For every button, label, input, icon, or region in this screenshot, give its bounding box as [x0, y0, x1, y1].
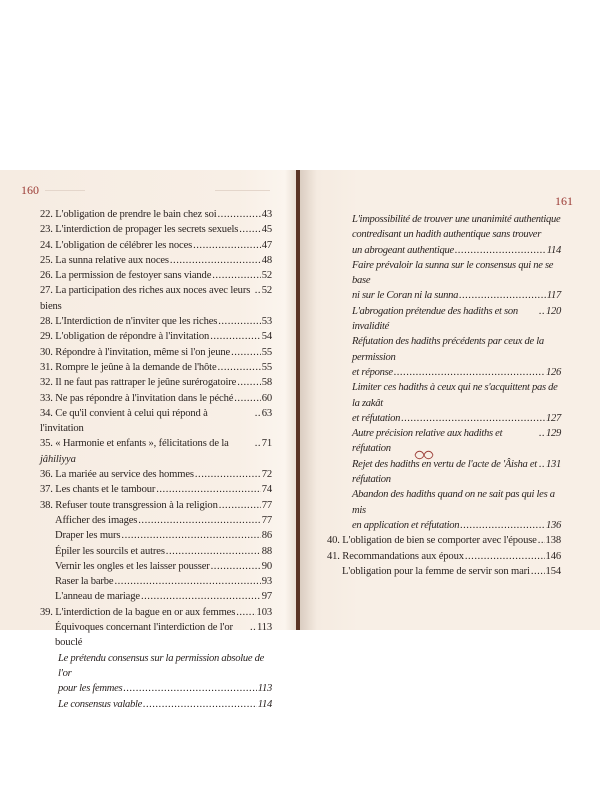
toc-page: 126: [546, 366, 561, 378]
toc-subentry-line: Faire prévaloir la sunna sur le consensus qui ne se base: [352, 259, 554, 287]
toc-title: 27. La participation des riches aux noces avec leurs biens: [40, 285, 251, 312]
toc-subentry: [40, 620, 272, 651]
book-spine: [296, 170, 300, 630]
toc-title: 36. La mariée au service des hommes: [40, 469, 194, 481]
toc-entry: [327, 549, 561, 564]
toc-title: Afficher des images: [55, 514, 138, 526]
toc-title: Draper les murs: [55, 530, 121, 542]
toc-page: 45: [261, 224, 272, 236]
toc-page: 86: [261, 530, 272, 542]
toc-page: 54: [261, 331, 272, 343]
toc-title: 34. Ce qu'il convient à celui qui répond à l'invitation: [40, 407, 208, 435]
toc-title: 24. L'obligation de célébrer les noces: [40, 239, 193, 251]
toc-page: 113: [256, 622, 272, 634]
toc-title: et réponse: [352, 366, 393, 378]
toc-subentry: [352, 411, 561, 426]
toc-title: ni sur le Coran ni la sunna: [352, 290, 459, 302]
page-number-left: 160: [21, 183, 39, 197]
toc-page: 77: [261, 499, 272, 511]
toc-subentry-line: contredisant un hadith authentique sans trouver: [352, 229, 542, 241]
toc-entry: [40, 406, 272, 437]
toc-entry: [40, 467, 272, 482]
toc-title: 31. Rompre le jeûne à la demande de l'hôte: [40, 361, 217, 373]
toc-subentry: [352, 518, 561, 533]
page-number-right: 161: [555, 194, 573, 208]
toc-subsection: [327, 212, 561, 533]
toc-title: Raser la barbe: [55, 576, 114, 588]
toc-entry: [40, 222, 272, 237]
toc-subentry: [40, 544, 272, 559]
header-rule: [215, 190, 270, 191]
toc-subentry-line: Réfutation des hadiths précédents par ceux de la permission: [352, 336, 544, 363]
toc-entry: [40, 314, 272, 329]
toc-page: 97: [261, 591, 272, 603]
toc-page: 74: [261, 484, 272, 496]
toc-title: 40. L'obligation de bien se comporter avec l'épouse: [327, 535, 537, 547]
toc-subentry: [352, 426, 561, 457]
toc-page: 55: [261, 361, 272, 373]
toc-page: 52: [261, 270, 272, 282]
toc-left: [40, 207, 272, 712]
toc-subentry: [352, 457, 561, 488]
toc-title: L'obligation pour la femme de servir son mari: [342, 565, 530, 577]
toc-subentry: [352, 304, 561, 335]
toc-title: 22. L'obligation de prendre le bain chez soi: [40, 209, 217, 220]
toc-page: 114: [546, 244, 561, 256]
toc-page: 113: [257, 683, 272, 695]
toc-page: 117: [546, 290, 561, 302]
toc-page: 53: [261, 316, 272, 328]
toc-title: 29. L'obligation de répondre à l'invitation: [40, 331, 210, 343]
toc-page: 103: [256, 606, 272, 618]
toc-entry: [327, 533, 561, 548]
toc-title: Vernir les ongles et les laisser pousser: [55, 560, 210, 572]
toc-title: 37. Les chants et le tambour: [40, 484, 156, 496]
toc-title: 30. Répondre à l'invitation, même si l'on jeune: [40, 346, 231, 358]
toc-subentry: [40, 559, 272, 574]
toc-entry: [40, 375, 272, 390]
toc-entry: [40, 253, 272, 268]
toc-title: 41. Recommandations aux époux: [327, 550, 464, 562]
toc-title: Rejet des hadiths en vertu de l'acte de 'Âisha et réfutation: [352, 458, 537, 486]
toc-title: et réfutation: [352, 412, 401, 424]
toc-entry: [40, 268, 272, 283]
toc-entry: [40, 391, 272, 406]
toc-subentry-line: L'impossibilité de trouver une unanimité authentique: [352, 214, 561, 225]
toc-title: pour les femmes: [58, 683, 123, 695]
toc-title: 33. Ne pas répondre à l'invitation dans le péché: [40, 392, 234, 404]
toc-entry: [40, 329, 272, 344]
toc-page: 55: [261, 346, 272, 358]
toc-page: 72: [261, 469, 272, 481]
toc-entry: [40, 283, 272, 314]
toc-entry: [40, 345, 272, 360]
toc-title: 25. La sunna relative aux noces: [40, 254, 169, 266]
toc-page: 114: [257, 698, 272, 710]
toc-subentry-line: Abandon des hadiths quand on ne sait pas qui les a mis: [352, 489, 555, 516]
toc-page: 43: [261, 209, 272, 220]
toc-title: L'anneau de mariage: [55, 591, 140, 603]
toc-entry: [40, 360, 272, 375]
toc-page: 120: [546, 305, 561, 317]
toc-page: 58: [261, 377, 272, 389]
toc-subentry: [40, 589, 272, 604]
toc-entry: [40, 605, 272, 620]
toc-title: Équivoques concernant l'interdiction de l'or bouclé: [55, 622, 233, 649]
toc-title: L'abrogation prétendue des hadiths et son invalidité: [352, 305, 518, 333]
toc-title-italic: jâhiliyya: [40, 453, 76, 465]
ornament-icon: [413, 449, 435, 461]
toc-entry: [40, 498, 272, 513]
toc-page: 63: [261, 407, 272, 419]
toc-right: [327, 212, 561, 579]
toc-subentry: [327, 564, 561, 579]
toc-title: 28. L'Interdiction de n'inviter que les riches: [40, 316, 218, 328]
toc-title: 23. L'interdiction de propager les secrets sexuels: [40, 224, 239, 236]
toc-page: 90: [261, 560, 272, 572]
toc-entry: [40, 482, 272, 497]
toc-page: 52: [261, 285, 272, 297]
toc-page: 154: [545, 565, 561, 577]
toc-page: 88: [261, 545, 272, 557]
toc-title: Autre précision relative aux hadiths et réfutation: [352, 428, 503, 455]
toc-title: 39. L'interdiction de la bague en or aux femmes: [40, 606, 236, 618]
toc-entry: [40, 238, 272, 253]
toc-subentry: [40, 697, 272, 712]
toc-page: 60: [261, 392, 272, 404]
toc-title: Épiler les sourcils et autres: [55, 545, 165, 557]
toc-title: Le consensus valable: [58, 698, 143, 710]
toc-page: 48: [261, 254, 272, 266]
toc-entry: [40, 207, 272, 222]
toc-page: 93: [261, 576, 272, 588]
toc-title: 38. Refuser toute transgression à la religion: [40, 499, 218, 511]
toc-title: 26. La permission de festoyer sans viande: [40, 270, 212, 282]
toc-page: 71: [261, 438, 272, 450]
toc-title: en application et réfutation: [352, 519, 460, 531]
toc-entry: [40, 436, 272, 467]
toc-title: 32. Il ne faut pas rattraper le jeûne surérogatoire: [40, 377, 237, 389]
toc-page: 136: [546, 519, 561, 531]
toc-subentry: [40, 574, 272, 589]
toc-subentry: [40, 681, 272, 696]
toc-page: 127: [546, 412, 561, 424]
toc-subentry-line: Le prétendu consensus sur la permission absolue de l'or: [58, 652, 264, 679]
toc-title: un abrogeant authentique: [352, 244, 454, 256]
toc-subentry: [352, 243, 561, 258]
toc-page: 47: [261, 239, 272, 251]
toc-page: 77: [261, 514, 272, 526]
toc-subentry-line: Limiter ces hadiths à ceux qui ne s'acquittent pas de la zakât: [352, 382, 558, 409]
toc-subentry: [352, 288, 561, 303]
toc-title: 35. « Harmonie et enfants », félicitations de la: [40, 438, 229, 450]
toc-page: 146: [545, 550, 561, 562]
toc-subentry: [352, 365, 561, 380]
header-rule: [45, 190, 85, 191]
toc-subentry: [40, 513, 272, 528]
toc-page: 129: [546, 428, 561, 440]
toc-page: 138: [545, 535, 561, 547]
toc-subentry: [40, 528, 272, 543]
toc-page: 131: [546, 458, 561, 470]
